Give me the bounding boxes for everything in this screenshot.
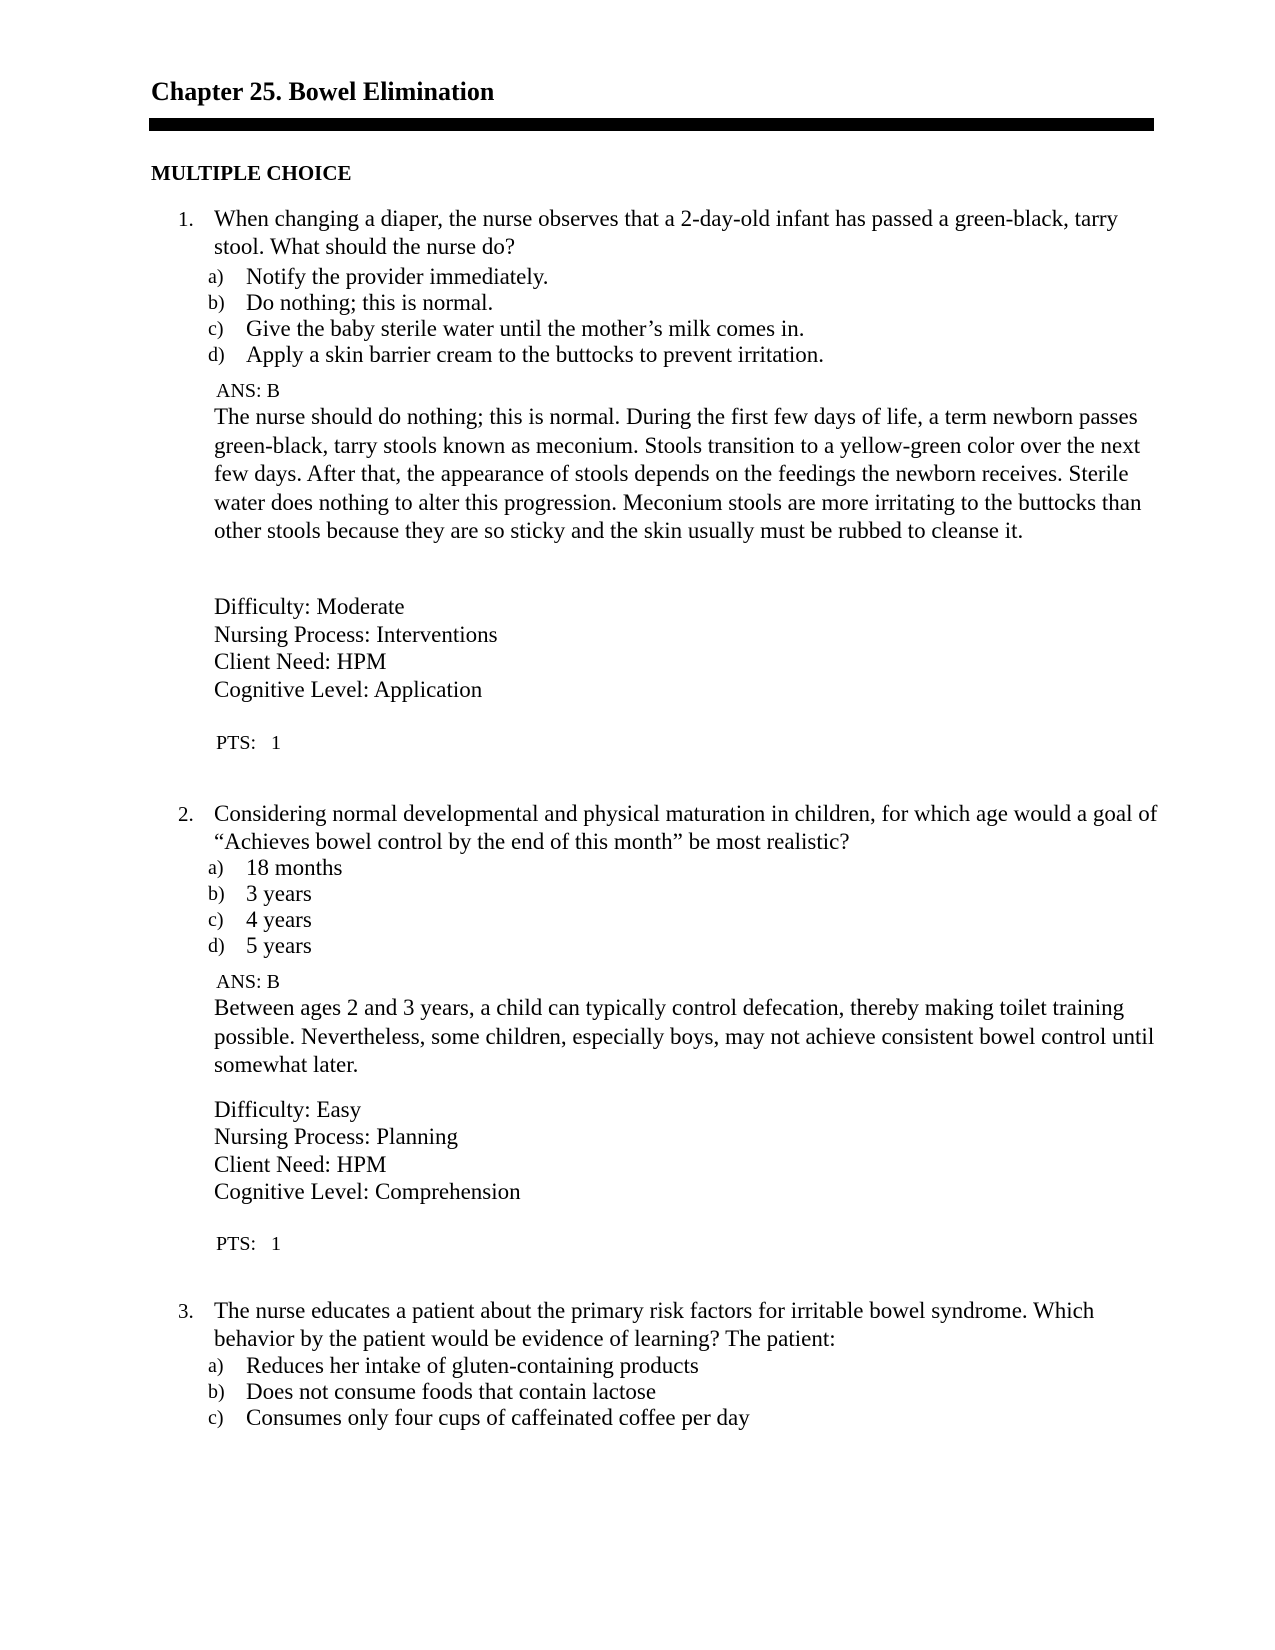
option-letter: b) xyxy=(208,883,225,905)
option-letter: d) xyxy=(208,935,225,957)
option-text: Consumes only four cups of caffeinated coffee per day xyxy=(246,1405,750,1430)
option-text: Notify the provider immediately. xyxy=(246,264,549,289)
option-letter: c) xyxy=(208,909,224,931)
option-text: 18 months xyxy=(246,855,343,880)
option-letter: c) xyxy=(208,318,224,340)
option-text: Do nothing; this is normal. xyxy=(246,290,494,315)
option-letter: a) xyxy=(208,857,224,879)
option-a xyxy=(0,1352,1275,1380)
option-b xyxy=(0,289,1275,317)
option-d xyxy=(0,932,1275,960)
option-a xyxy=(0,854,1275,882)
option-c xyxy=(0,315,1275,343)
option-text: Reduces her intake of gluten-containing products xyxy=(246,1353,699,1378)
question-stem: When changing a diaper, the nurse observes that a 2-day-old infant has passed a green-black, tarry stool. What should the nurse do? xyxy=(214,206,1119,259)
option-text: Apply a skin barrier cream to the buttocks to prevent irritation. xyxy=(246,342,825,367)
option-text: 4 years xyxy=(246,907,312,932)
title-divider xyxy=(149,118,1154,131)
option-text: Give the baby sterile water until the mother’s milk comes in. xyxy=(246,316,805,341)
answer-key: ANS: B xyxy=(216,380,280,402)
option-d xyxy=(0,341,1275,369)
option-c xyxy=(0,906,1275,934)
section-heading: MULTIPLE CHOICE xyxy=(151,161,352,185)
question-number: 2. xyxy=(178,802,194,826)
option-b xyxy=(0,880,1275,908)
option-letter: d) xyxy=(208,344,225,366)
rationale: The nurse should do nothing; this is normal. During the first few days of life, a term newborn passes green-black, tarry stools known as meconium. Stools transition to a yellow-green color over the next few days. After that, the appearance of stools depends on the feedings the newborn receives. Sterile water does nothing to alter this progression. Meconium stools are more irritating to the buttocks than other stools because they are so sticky and the skin usually must be rubbed to cleanse it. xyxy=(214,404,1142,543)
option-a xyxy=(0,263,1275,291)
nursing-process: Nursing Process: Planning xyxy=(214,1124,459,1149)
option-b xyxy=(0,1378,1275,1406)
cognitive-level: Cognitive Level: Comprehension xyxy=(214,1179,521,1204)
question-stem: The nurse educates a patient about the primary risk factors for irritable bowel syndrome. Which behavior by the patient would be evidence of learning? The patient: xyxy=(214,1298,1095,1351)
option-letter: b) xyxy=(208,1381,225,1403)
question-number: 1. xyxy=(178,207,194,231)
chapter-title: Chapter 25. Bowel Elimination xyxy=(151,77,495,106)
cognitive-level: Cognitive Level: Application xyxy=(214,677,483,702)
rationale: Between ages 2 and 3 years, a child can typically control defecation, thereby making toilet training possible. Nevertheless, some children, especially boys, may not achieve consistent bowel control until somewhat later. xyxy=(214,995,1155,1077)
question-stem: Considering normal developmental and physical maturation in children, for which age would a goal of “Achieves bowel control by the end of this month” be most realistic? xyxy=(214,801,1158,854)
nursing-process: Nursing Process: Interventions xyxy=(214,622,498,647)
option-letter: b) xyxy=(208,292,225,314)
points: PTS: 1 xyxy=(216,732,282,754)
question-number: 3. xyxy=(178,1299,194,1323)
difficulty: Difficulty: Easy xyxy=(214,1097,362,1122)
option-text: Does not consume foods that contain lactose xyxy=(246,1379,657,1404)
answer-key: ANS: B xyxy=(216,971,280,993)
points: PTS: 1 xyxy=(216,1233,282,1255)
option-letter: c) xyxy=(208,1407,224,1429)
option-letter: a) xyxy=(208,266,224,288)
option-text: 3 years xyxy=(246,881,312,906)
option-c xyxy=(0,1404,1275,1432)
difficulty: Difficulty: Moderate xyxy=(214,594,405,619)
client-need: Client Need: HPM xyxy=(214,649,387,674)
client-need: Client Need: HPM xyxy=(214,1152,387,1177)
option-text: 5 years xyxy=(246,933,312,958)
option-letter: a) xyxy=(208,1355,224,1377)
